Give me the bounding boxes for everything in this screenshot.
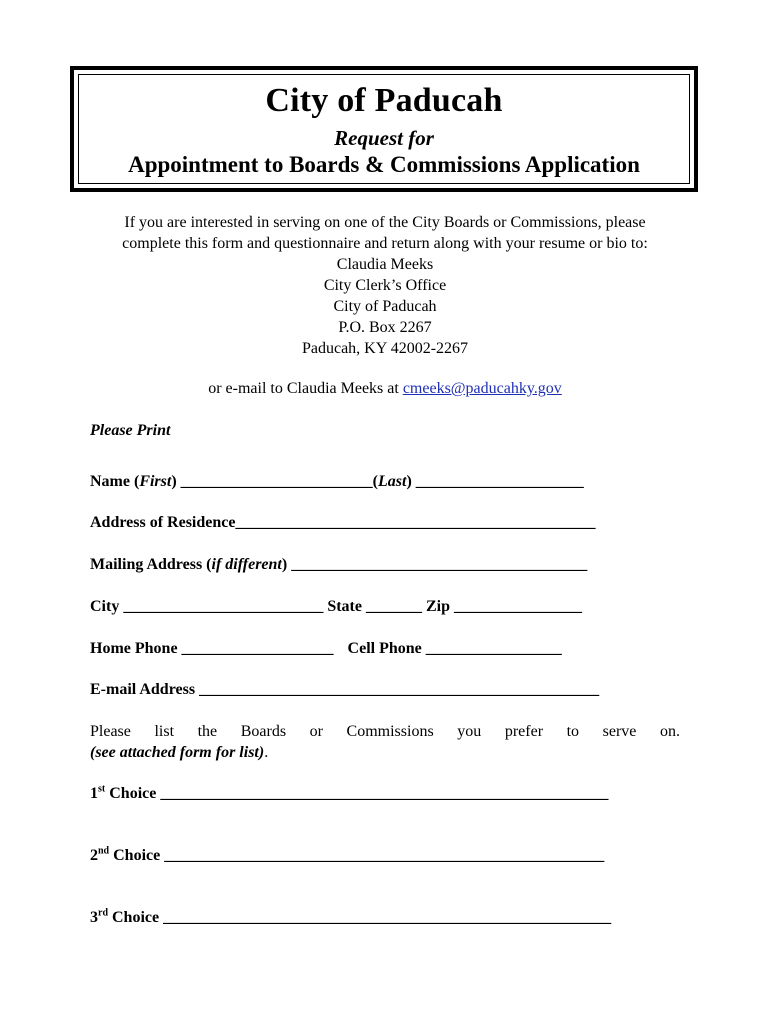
cell-phone-field[interactable]: _________________ xyxy=(421,640,562,657)
state-label: State xyxy=(327,598,362,615)
prompt-word: prefer xyxy=(504,723,544,740)
choice-2-field[interactable]: _______________________________________________________ xyxy=(160,847,605,864)
address-line: Claudia Meeks xyxy=(336,256,434,273)
mailing-field-row: Mailing Address (if different) _____________________________________ xyxy=(90,556,588,573)
city-state-zip-row xyxy=(90,598,582,616)
choice-2-row xyxy=(90,847,604,865)
choice-1-suffix: st xyxy=(98,783,106,795)
choice-1-field[interactable]: ________________________________________________________ xyxy=(156,785,609,802)
email-instruction xyxy=(60,380,710,398)
choice-3-suffix: rd xyxy=(98,907,108,919)
prompt-word: on. xyxy=(659,723,680,740)
city-field[interactable]: _________________________ xyxy=(119,598,328,615)
address-field-row xyxy=(90,514,595,532)
last-name-field[interactable]: _____________________ xyxy=(411,473,584,490)
prompt-word: you xyxy=(457,723,482,740)
mailing-note: if different xyxy=(211,556,282,573)
address-field[interactable]: _____________________________________________ xyxy=(235,514,596,531)
boards-note: (see attached form for list) xyxy=(90,744,265,761)
zip-label: Zip xyxy=(425,598,450,615)
prompt-word: to xyxy=(566,723,580,740)
address-line: Paducah, KY 42002-2267 xyxy=(301,340,469,357)
title-box xyxy=(70,66,698,192)
page-subtitle: Request for xyxy=(334,126,434,150)
mailing-label: Mailing Address xyxy=(90,556,203,573)
email-field-row xyxy=(90,681,599,699)
please-print-label: Please Print xyxy=(90,422,171,439)
prompt-word: or xyxy=(309,723,323,740)
city-label: City xyxy=(90,598,120,615)
address-line: P.O. Box 2267 xyxy=(338,319,432,336)
first-name-label: First xyxy=(139,473,172,490)
intro-block xyxy=(60,212,710,359)
name-field-row: Name (First) ________________________(Last) _____________________ xyxy=(90,473,584,490)
prompt-word: Please xyxy=(90,723,131,740)
intro-line-1: If you are interested in serving on one of the City Boards or Commissions, please xyxy=(124,214,646,231)
email-prefix: or e-mail to Claudia Meeks at xyxy=(208,380,403,397)
choice-1-number: 1 xyxy=(90,785,98,802)
choice-3-row xyxy=(90,909,611,927)
home-phone-label: Home Phone xyxy=(90,640,178,657)
name-label: Name xyxy=(90,473,130,490)
choice-2-number: 2 xyxy=(90,847,98,864)
email-label: E-mail Address xyxy=(90,681,196,698)
prompt-word: list xyxy=(154,723,175,740)
first-name-field[interactable]: ________________________ xyxy=(176,473,373,490)
boards-note-row xyxy=(90,744,268,762)
email-link[interactable]: cmeeks@paducahky.gov xyxy=(402,380,562,397)
cell-phone-label: Cell Phone xyxy=(347,640,422,657)
prompt-word: serve xyxy=(602,723,637,740)
address-line: City of Paducah xyxy=(333,298,437,315)
choice-3-label: Choice xyxy=(108,909,160,926)
mailing-field[interactable]: _____________________________________ xyxy=(287,556,588,573)
address-label: Address of Residence xyxy=(90,514,236,531)
home-phone-field[interactable]: ___________________ xyxy=(177,640,334,657)
boards-note-end: . xyxy=(264,744,269,761)
choice-3-field[interactable]: ________________________________________________________ xyxy=(159,909,612,926)
choice-2-suffix: nd xyxy=(98,845,110,857)
choice-1-label: Choice xyxy=(105,785,157,802)
intro-line-2: complete this form and questionnaire and return along with your resume or bio to: xyxy=(122,235,648,252)
prompt-word: Commissions xyxy=(346,723,434,740)
address-line: City Clerk’s Office xyxy=(323,277,447,294)
boards-prompt xyxy=(90,723,680,741)
last-name-label: Last xyxy=(377,473,407,490)
email-field[interactable]: __________________________________________________ xyxy=(195,681,600,698)
state-field[interactable]: _______ xyxy=(361,598,426,615)
page-title: City of Paducah xyxy=(265,82,503,119)
prompt-word: Boards xyxy=(240,723,287,740)
choice-3-number: 3 xyxy=(90,909,98,926)
zip-field[interactable]: ________________ xyxy=(450,598,582,615)
phone-row xyxy=(90,640,562,658)
form-title: Appointment to Boards & Commissions Application xyxy=(128,152,640,177)
choice-2-label: Choice xyxy=(109,847,161,864)
prompt-word: the xyxy=(197,723,218,740)
choice-1-row xyxy=(90,785,608,803)
